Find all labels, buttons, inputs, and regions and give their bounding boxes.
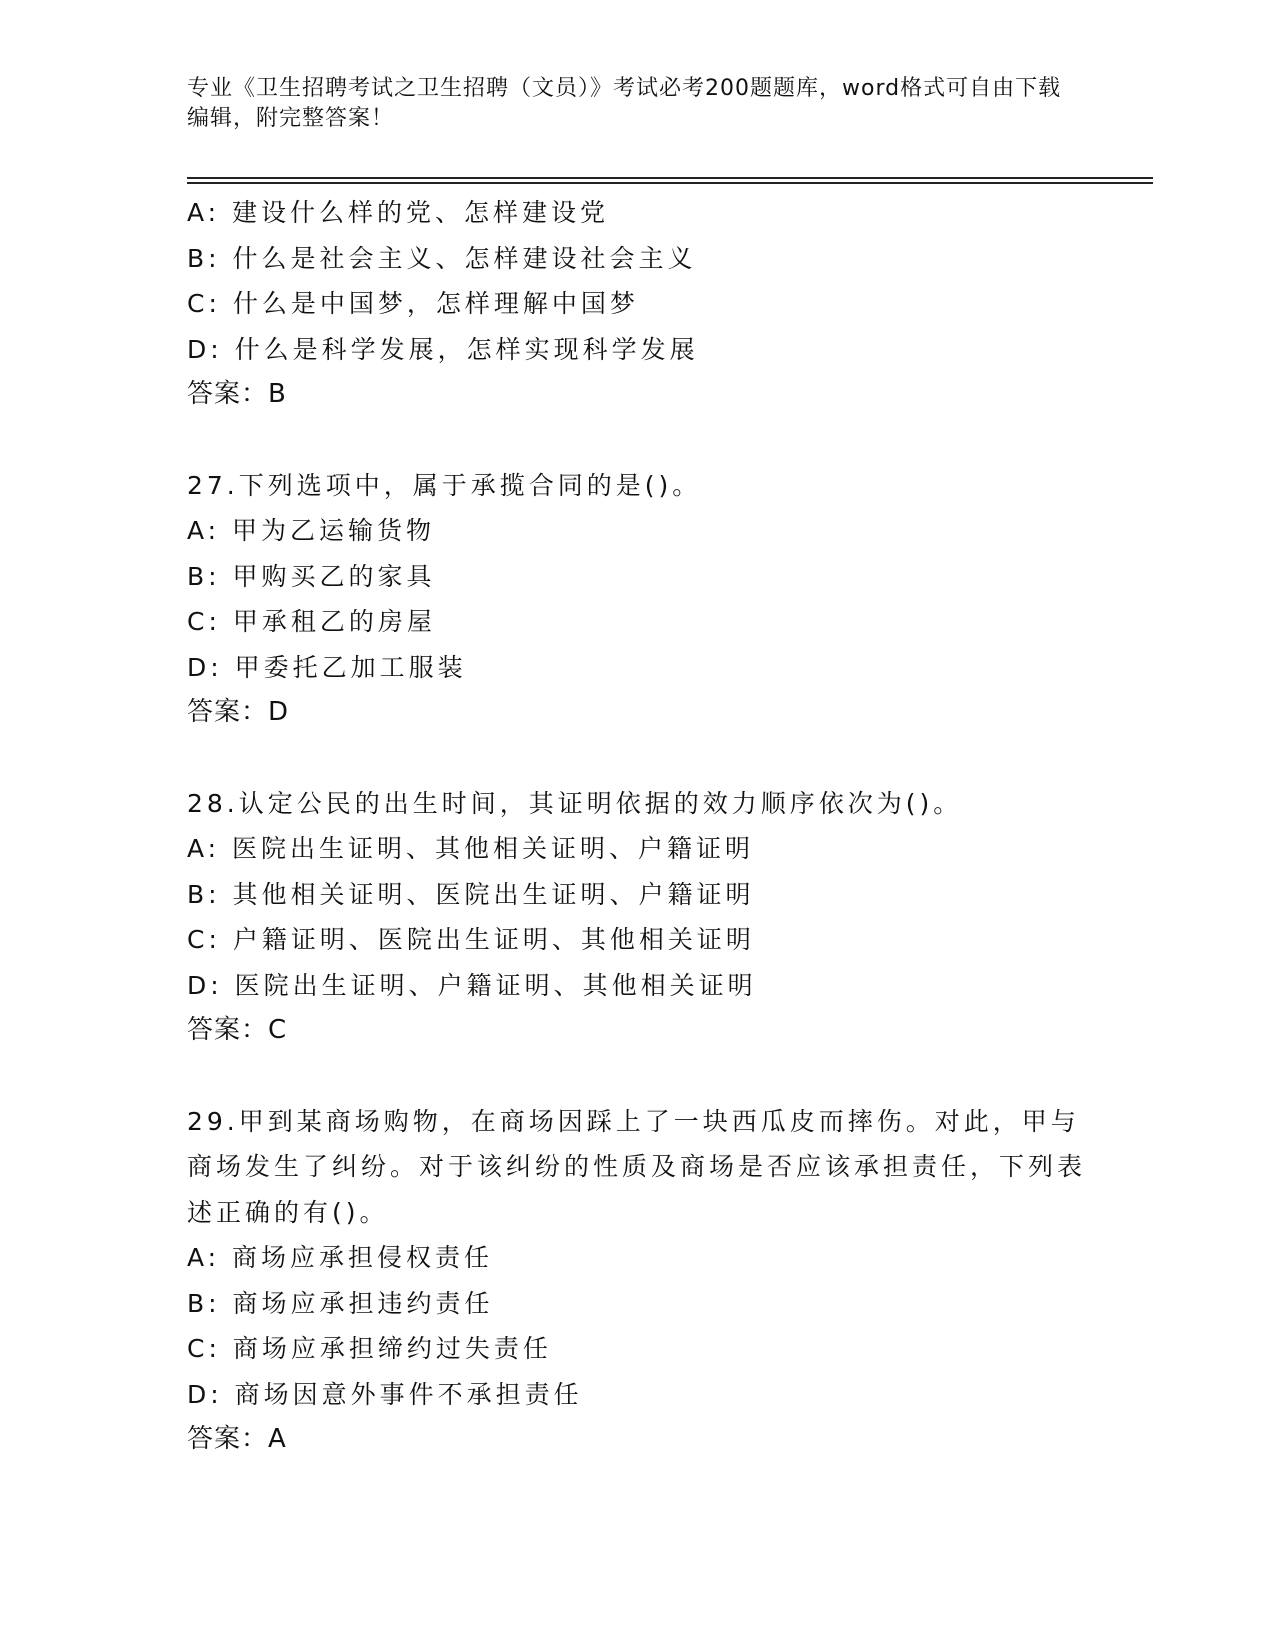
- option-text: 什么是科学发展，怎样实现科学发展: [234, 334, 699, 364]
- option-text: 甲为乙运输货物: [232, 516, 436, 545]
- question-stem: 28.认定公民的出生时间，其证明依据的效力顺序依次为()。: [187, 788, 963, 818]
- option-label: B:: [187, 879, 221, 909]
- option-label: A:: [187, 198, 221, 227]
- option-d: [187, 645, 1087, 691]
- option-c: [187, 281, 1087, 327]
- option-label: B:: [187, 243, 221, 273]
- option-b: [187, 872, 1087, 918]
- document-header: 专业《卫生招聘考试之卫生招聘（文员）》考试必考200题题库，word格式可自由下载编辑，附完整答案！: [187, 76, 1062, 131]
- option-text: 商场因意外事件不承担责任: [234, 1379, 583, 1409]
- question-stem: 29.甲到某商场购物，在商场因踩上了一块西瓜皮而摔伤。对此，甲与商场发生了纠纷。对于该纠纷的性质及商场是否应该承担责任，下列表述正确的有()。: [187, 1106, 1087, 1227]
- option-c: [187, 1326, 1087, 1372]
- option-text: 甲委托乙加工服装: [234, 652, 467, 682]
- option-d: [187, 327, 1087, 373]
- question-26-continued: [187, 190, 1087, 418]
- option-label: C:: [187, 1334, 221, 1363]
- option-b: [187, 554, 1087, 600]
- option-text: 什么是中国梦，怎样理解中国梦: [232, 289, 639, 318]
- option-a: [187, 826, 1087, 872]
- option-d: [187, 963, 1087, 1009]
- option-label: B:: [187, 561, 221, 591]
- option-label: D:: [187, 652, 223, 682]
- answer-line: 答案：B: [187, 379, 287, 409]
- option-text: 建设什么样的党、怎样建设党: [232, 198, 610, 227]
- option-c: [187, 599, 1087, 645]
- option-text: 甲购买乙的家具: [232, 561, 436, 591]
- option-a: [187, 508, 1087, 554]
- question-spacer: [187, 1054, 1087, 1099]
- option-b: [187, 236, 1087, 282]
- option-label: A:: [187, 516, 221, 545]
- question-spacer: [187, 736, 1087, 781]
- option-label: D:: [187, 970, 223, 1000]
- option-label: C:: [187, 925, 221, 954]
- question-29: [187, 1099, 1087, 1463]
- option-label: C:: [187, 607, 221, 636]
- option-text: 商场应承担缔约过失责任: [232, 1334, 552, 1363]
- option-a: [187, 190, 1087, 236]
- option-text: 什么是社会主义、怎样建设社会主义: [232, 243, 697, 273]
- option-label: A:: [187, 1243, 221, 1272]
- question-spacer: [187, 418, 1087, 463]
- question-stem: 27.下列选项中，属于承揽合同的是()。: [187, 470, 702, 500]
- option-label: D:: [187, 334, 223, 364]
- answer-line: 答案：C: [187, 1015, 288, 1045]
- option-label: C:: [187, 289, 221, 318]
- option-text: 医院出生证明、户籍证明、其他相关证明: [234, 970, 757, 1000]
- answer-line: 答案：A: [187, 1424, 287, 1454]
- header-divider-bottom: [187, 182, 1153, 184]
- option-c: [187, 917, 1087, 963]
- option-text: 医院出生证明、其他相关证明、户籍证明: [232, 834, 755, 863]
- option-text: 商场应承担侵权责任: [232, 1243, 494, 1272]
- option-text: 甲承租乙的房屋: [232, 607, 436, 636]
- option-label: D:: [187, 1379, 223, 1409]
- question-28: [187, 781, 1087, 1054]
- answer-line: 答案：D: [187, 697, 290, 727]
- option-text: 商场应承担违约责任: [232, 1288, 494, 1318]
- header-divider-top: [187, 177, 1153, 179]
- option-text: 其他相关证明、医院出生证明、户籍证明: [232, 879, 755, 909]
- option-label: B:: [187, 1288, 221, 1318]
- question-27: [187, 463, 1087, 736]
- question-list: [187, 190, 1087, 1463]
- option-a: [187, 1235, 1087, 1281]
- option-text: 户籍证明、医院出生证明、其他相关证明: [232, 925, 755, 954]
- option-b: [187, 1281, 1087, 1327]
- option-d: [187, 1372, 1087, 1418]
- option-label: A:: [187, 834, 221, 863]
